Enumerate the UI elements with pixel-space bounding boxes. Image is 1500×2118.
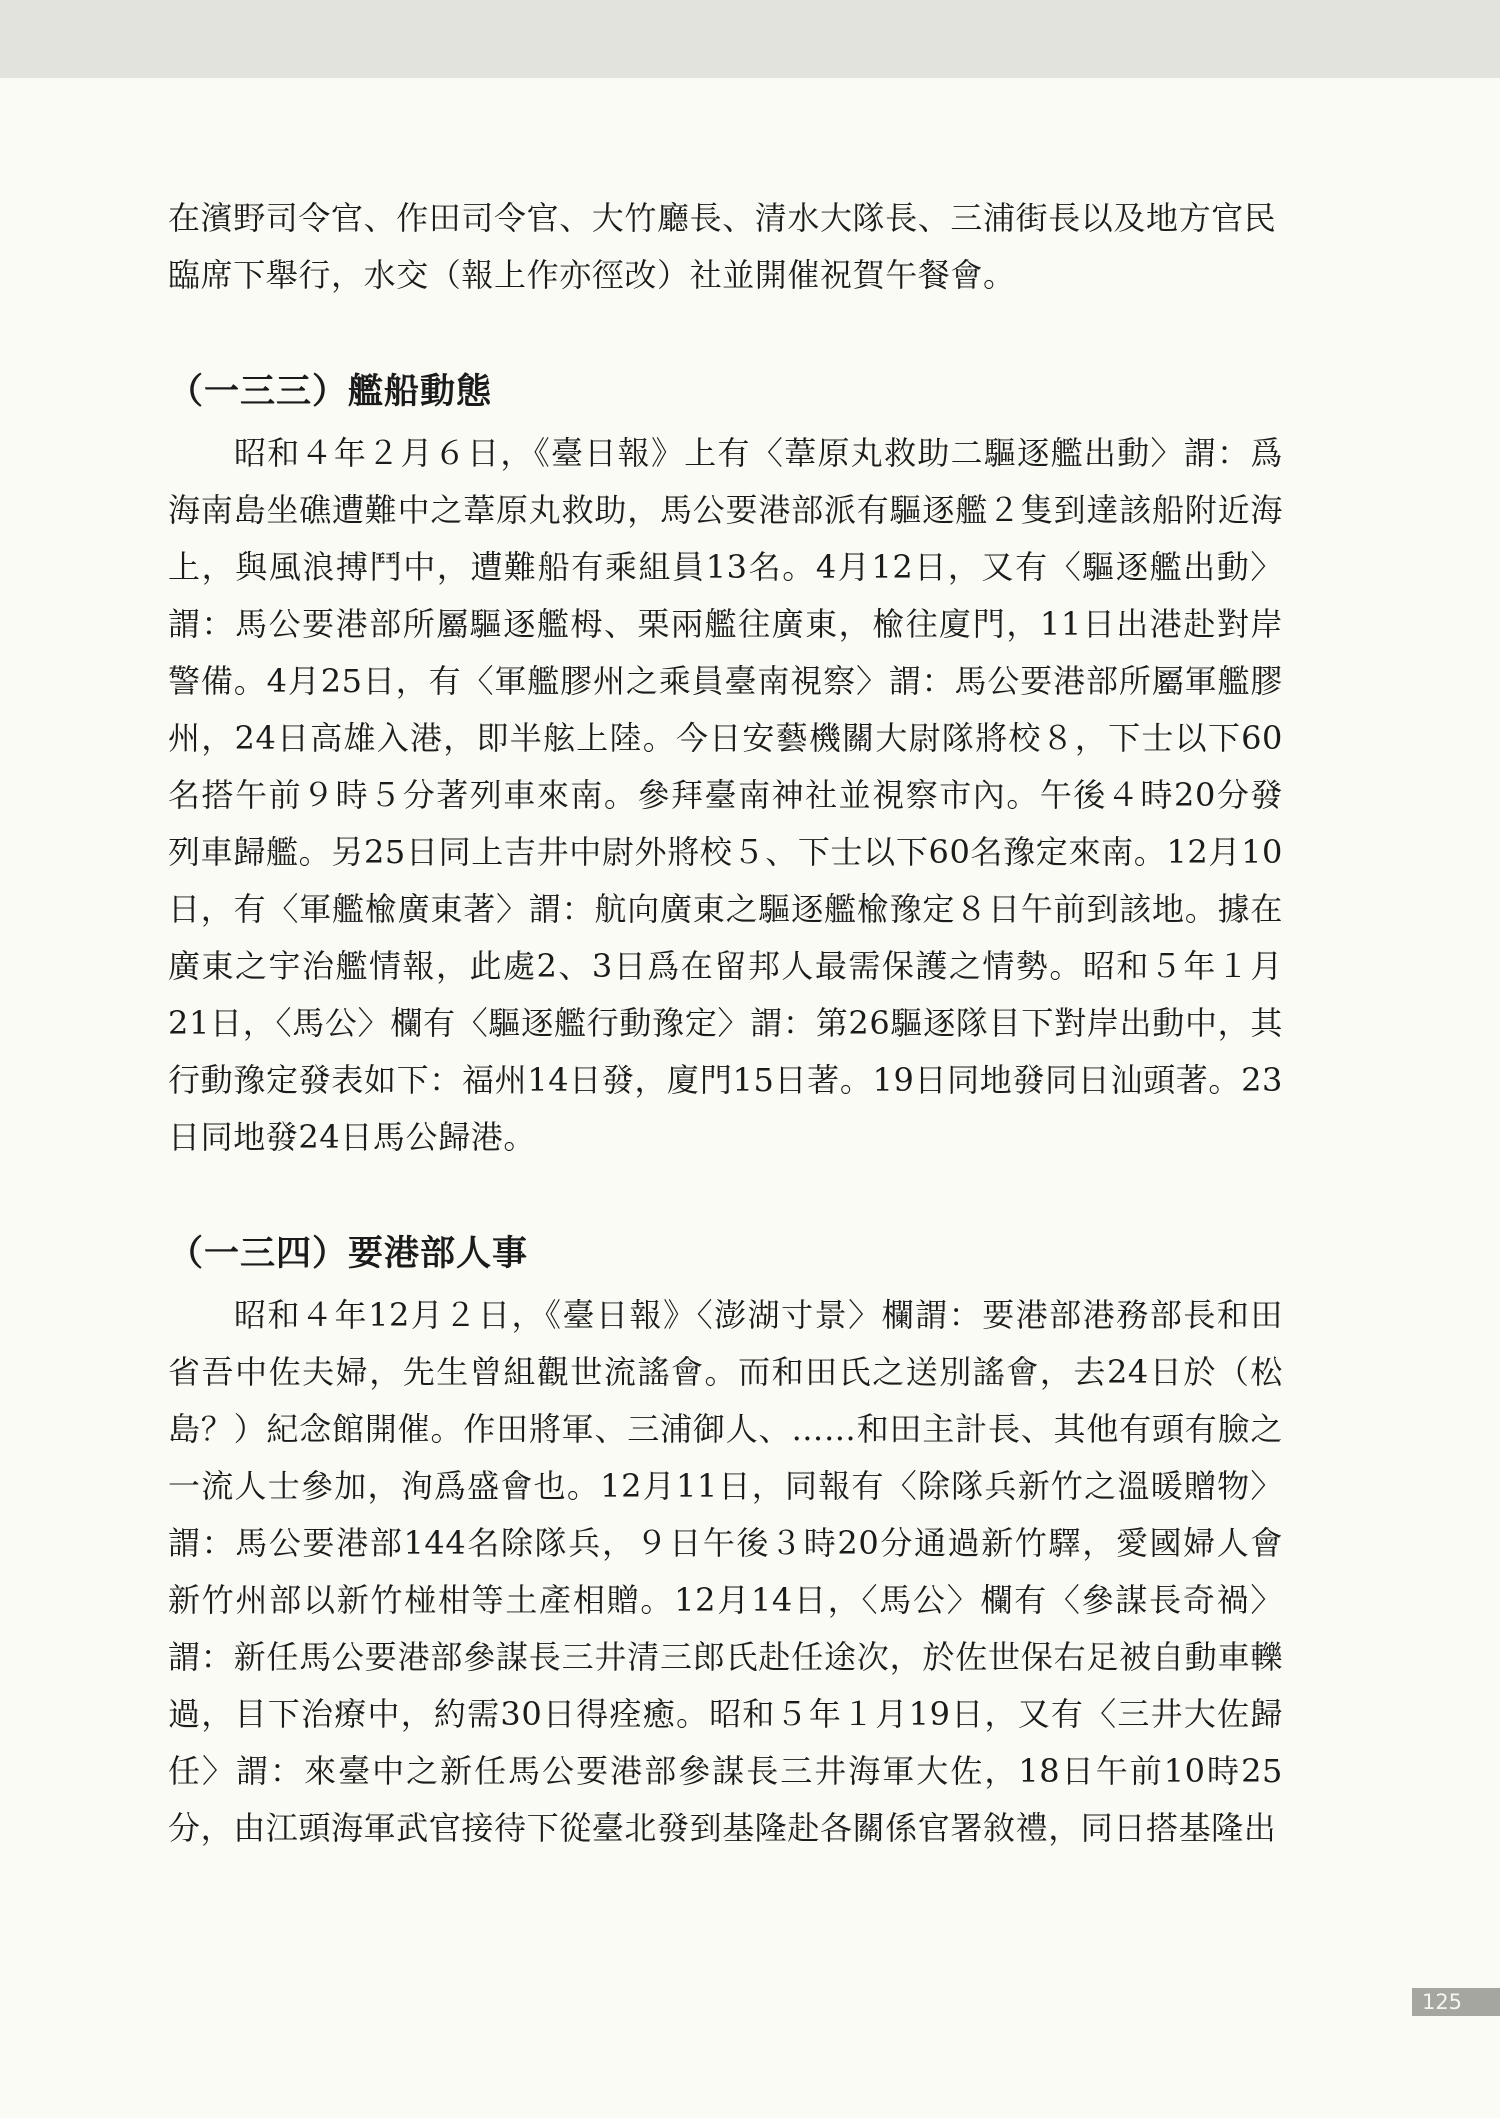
section-134-paragraph: 昭和４年12月２日，《臺日報》〈澎湖寸景〉欄謂：要港部港務部長和田省吾中佐夫婦，先生曾組觀世流謠會。而和田氏之送別謠會，去24日於（松島？）紀念館開催。作田將軍、三浦御人、……和田主計長、其他有頭有臉之一流人士參加，洵爲盛會也。12月11日，同報有〈除隊兵新竹之溫暖贈物〉謂：馬公要港部144名除隊兵，９日午後３時20分通過新竹驛，愛國婦人會新竹州部以新竹椪柑等土產相贈。12月14日，〈馬公〉欄有〈參謀長奇禍〉謂：新任馬公要港部參謀長三井清三郎氏赴任途次，於佐世保右足被自動車轢過，目下治療中，約需30日得痊癒。昭和５年１月19日，又有〈三井大佐歸任〉謂：來臺中之新任馬公要港部參謀長三井海軍大佐，18日午前10時25分，由江頭海軍武官接待下從臺北發到基隆赴各關係官署敘禮，同日搭基隆出: [168, 1296, 1283, 1847]
page-body: [168, 190, 1283, 1857]
section-spacer: [168, 304, 1283, 364]
intro-line-1: 在濱野司令官、作田司令官、大竹廳長、清水大隊長、三浦街長以及地方官民: [168, 199, 1277, 237]
section-spacer: [168, 1166, 1283, 1226]
continued-paragraph: [168, 190, 1283, 304]
page-number: 125: [1412, 1988, 1472, 2016]
intro-line-2: 臨席下舉行，水交（報上作亦徑改）社並開催祝賀午餐會。: [168, 256, 1016, 294]
page-number-tab: [1472, 1988, 1500, 2016]
section-133-heading: （一三三）艦船動態: [168, 372, 493, 412]
scan-top-margin: [0, 0, 1500, 78]
section-133-paragraph: 昭和４年２月６日，《臺日報》上有〈葦原丸救助二驅逐艦出動〉謂：爲海南島坐礁遭難中之葦原丸救助，馬公要港部派有驅逐艦２隻到達該船附近海上，與風浪搏鬥中，遭難船有乘組員13名。4月12日，又有〈驅逐艦出動〉謂：馬公要港部所屬驅逐艦栂、栗兩艦往廣東，楡往廈門，11日出港赴對岸警備。4月25日，有〈軍艦膠州之乘員臺南視察〉謂：馬公要港部所屬軍艦膠州，24日高雄入港，即半舷上陸。今日安藝機關大尉隊將校８，下士以下60名搭午前９時５分著列車來南。參拜臺南神社並視察市內。午後４時20分發列車歸艦。另25日同上吉井中尉外將校５、下士以下60名豫定來南。12月10日，有〈軍艦楡廣東著〉謂：航向廣東之驅逐艦楡豫定８日午前到該地。據在廣東之宇治艦情報，此處2、3日爲在留邦人最需保護之情勢。昭和５年１月21日，〈馬公〉欄有〈驅逐艦行動豫定〉謂：第26驅逐隊目下對岸出動中，其行動豫定發表如下：福州14日發，廈門15日著。19日同地發同日汕頭著。23日同地發24日馬公歸港。: [168, 434, 1283, 1156]
section-134-heading: （一三四）要港部人事: [168, 1234, 529, 1274]
